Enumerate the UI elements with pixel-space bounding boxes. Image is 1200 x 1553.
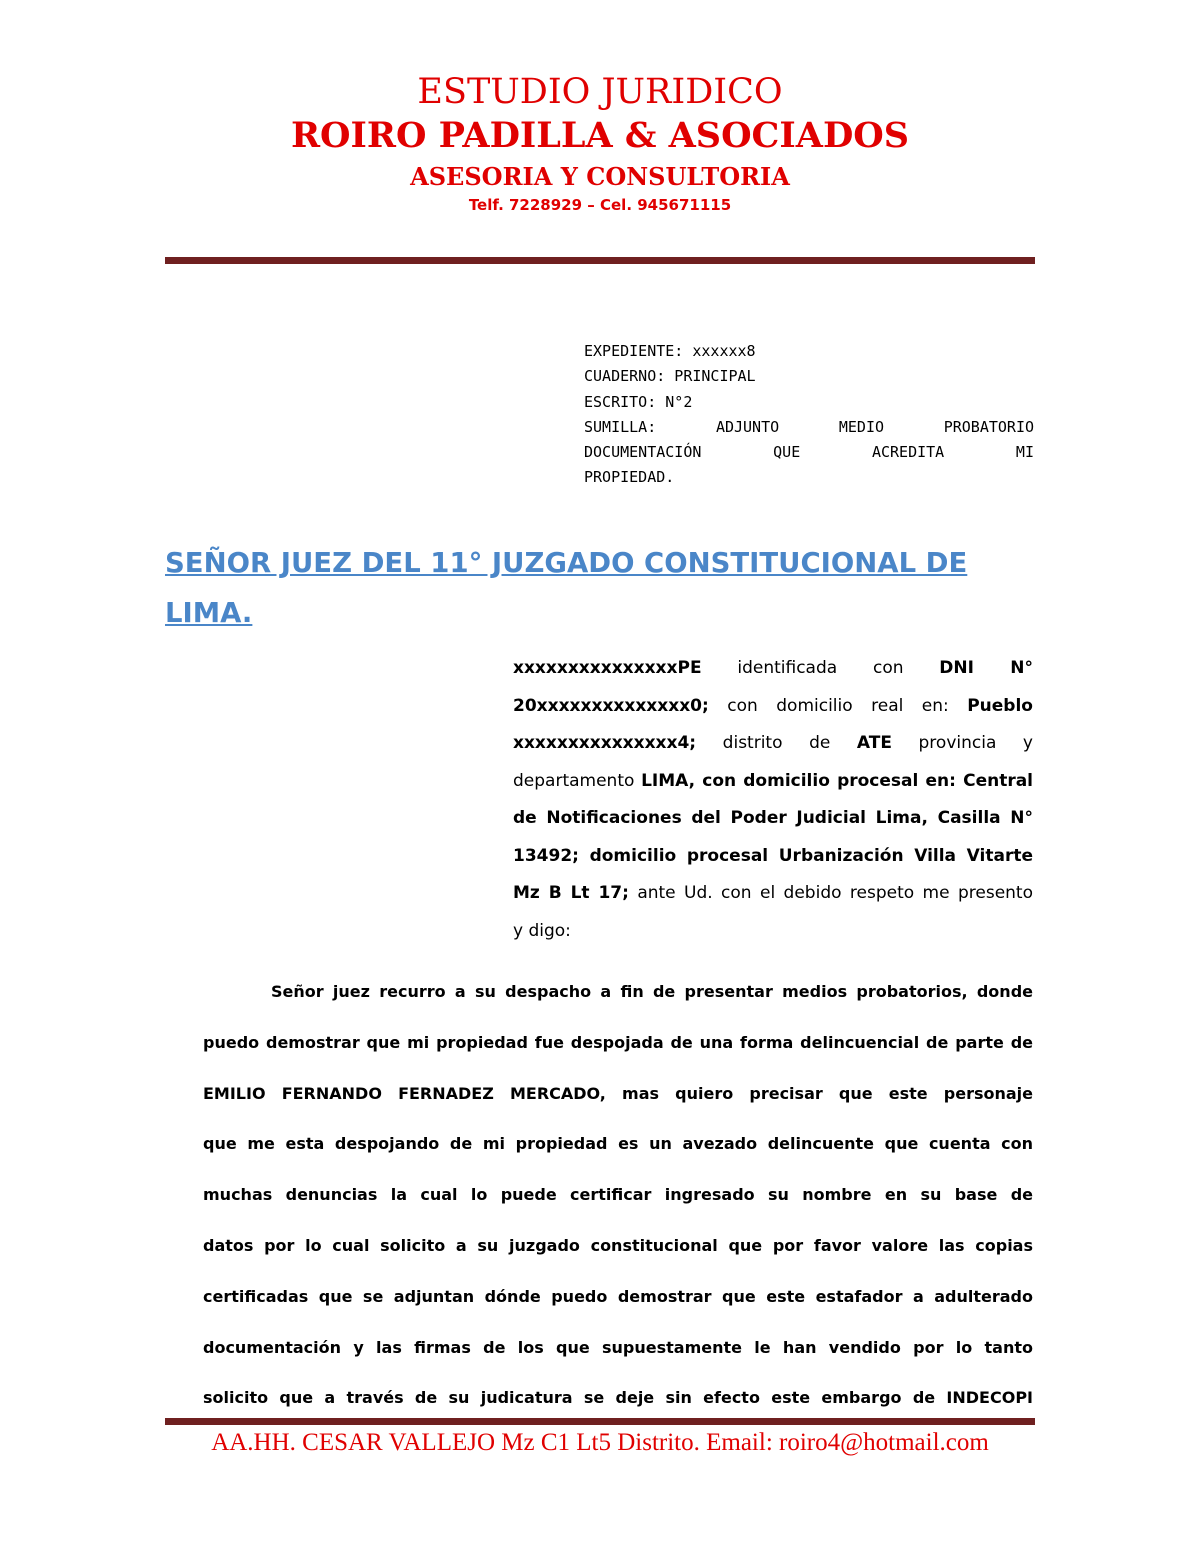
body-line: muchas denuncias la cual lo puede certificar ingresado su nombre en su base de	[203, 1185, 1033, 1205]
firm-type: ESTUDIO JURIDICO	[417, 72, 783, 112]
case-metadata	[584, 339, 1034, 491]
intro-line: de Notificaciones del Poder Judicial Lima, Casilla N°	[513, 808, 1033, 828]
sumilla-line-3: PROPIEDAD.	[584, 468, 675, 487]
intro-line	[513, 650, 1033, 688]
body-line: puedo demostrar que mi propiedad fue despojada de una forma delincuencial de parte de	[203, 1032, 1033, 1052]
footer-address: AA.HH. CESAR VALLEJO Mz C1 Lt5 Distrito. Email: roiro4@hotmail.com	[211, 1429, 989, 1456]
petition-body	[203, 967, 1033, 1424]
intro-text: LIMA, con domicilio procesal en: Central	[641, 770, 1034, 791]
intro-text: identificada con	[701, 658, 940, 678]
intro-text: Mz B Lt 17;	[513, 883, 629, 903]
sumilla-line-2: DOCUMENTACIÓN QUE ACREDITA MI	[584, 443, 1034, 462]
intro-text: ante Ud. con el debido respeto me presento	[628, 883, 1033, 903]
intro-text: con domicilio real en:	[708, 695, 968, 716]
intro-text: DNI N°	[939, 658, 1033, 678]
intro-line: y digo:	[513, 920, 571, 941]
intro-line	[513, 725, 1033, 763]
intro-text: Pueblo	[967, 695, 1033, 716]
cuaderno-line: CUADERNO: PRINCIPAL	[584, 367, 756, 386]
expediente-line: EXPEDIENTE: xxxxxx8	[584, 342, 756, 360]
escrito-line: ESCRITO: N°2	[584, 392, 693, 411]
body-line: solicito que a través de su judicatura se deje sin efecto este embargo de INDECOPI	[203, 1388, 1033, 1408]
intro-text: xxxxxxxxxxxxxxxPE	[513, 658, 702, 678]
intro-line	[513, 875, 1033, 913]
letterhead	[0, 70, 1200, 216]
intro-line	[513, 763, 1033, 801]
body-line: Señor juez recurro a su despacho a fin de presentar medios probatorios, donde	[271, 982, 1033, 1001]
body-line: datos por lo cual solicito a su juzgado constitucional que por favor valore las copias	[203, 1235, 1033, 1255]
sumilla-line-1: SUMILLA: ADJUNTO MEDIO PROBATORIO	[584, 417, 1034, 436]
firm-phone: Telf. 7228929 – Cel. 945671115	[468, 196, 732, 214]
intro-text: provincia y	[891, 733, 1033, 753]
body-line: documentación y las firmas de los que supuestamente le han vendido por lo tanto	[203, 1337, 1033, 1357]
addressee-heading: SEÑOR JUEZ DEL 11° JUZGADO CONSTITUCIONAL DE LIMA.	[165, 547, 968, 629]
intro-text: distrito de	[696, 733, 857, 753]
firm-name: ROIRO PADILLA & ASOCIADOS	[290, 115, 910, 156]
body-line: certificadas que se adjuntan dónde puedo demostrar que este estafador a adulterado	[203, 1286, 1033, 1306]
firm-service: ASESORIA Y CONSULTORIA	[410, 162, 790, 191]
header-divider	[165, 257, 1035, 264]
body-line: EMILIO FERNANDO FERNADEZ MERCADO, mas quiero precisar que este personaje	[203, 1083, 1033, 1103]
body-line: que me esta despojando de mi propiedad es un avezado delincuente que cuenta con	[203, 1134, 1033, 1154]
intro-text: xxxxxxxxxxxxxxx4;	[513, 733, 697, 753]
intro-line: 13492; domicilio procesal Urbanización Villa Vitarte	[513, 845, 1033, 866]
intro-line	[513, 688, 1033, 726]
footer-divider	[165, 1418, 1035, 1425]
intro-text: ATE	[856, 733, 892, 753]
intro-text: 20xxxxxxxxxxxxxx0;	[513, 695, 709, 716]
petitioner-intro	[513, 650, 1033, 950]
intro-text: departamento	[513, 770, 642, 791]
